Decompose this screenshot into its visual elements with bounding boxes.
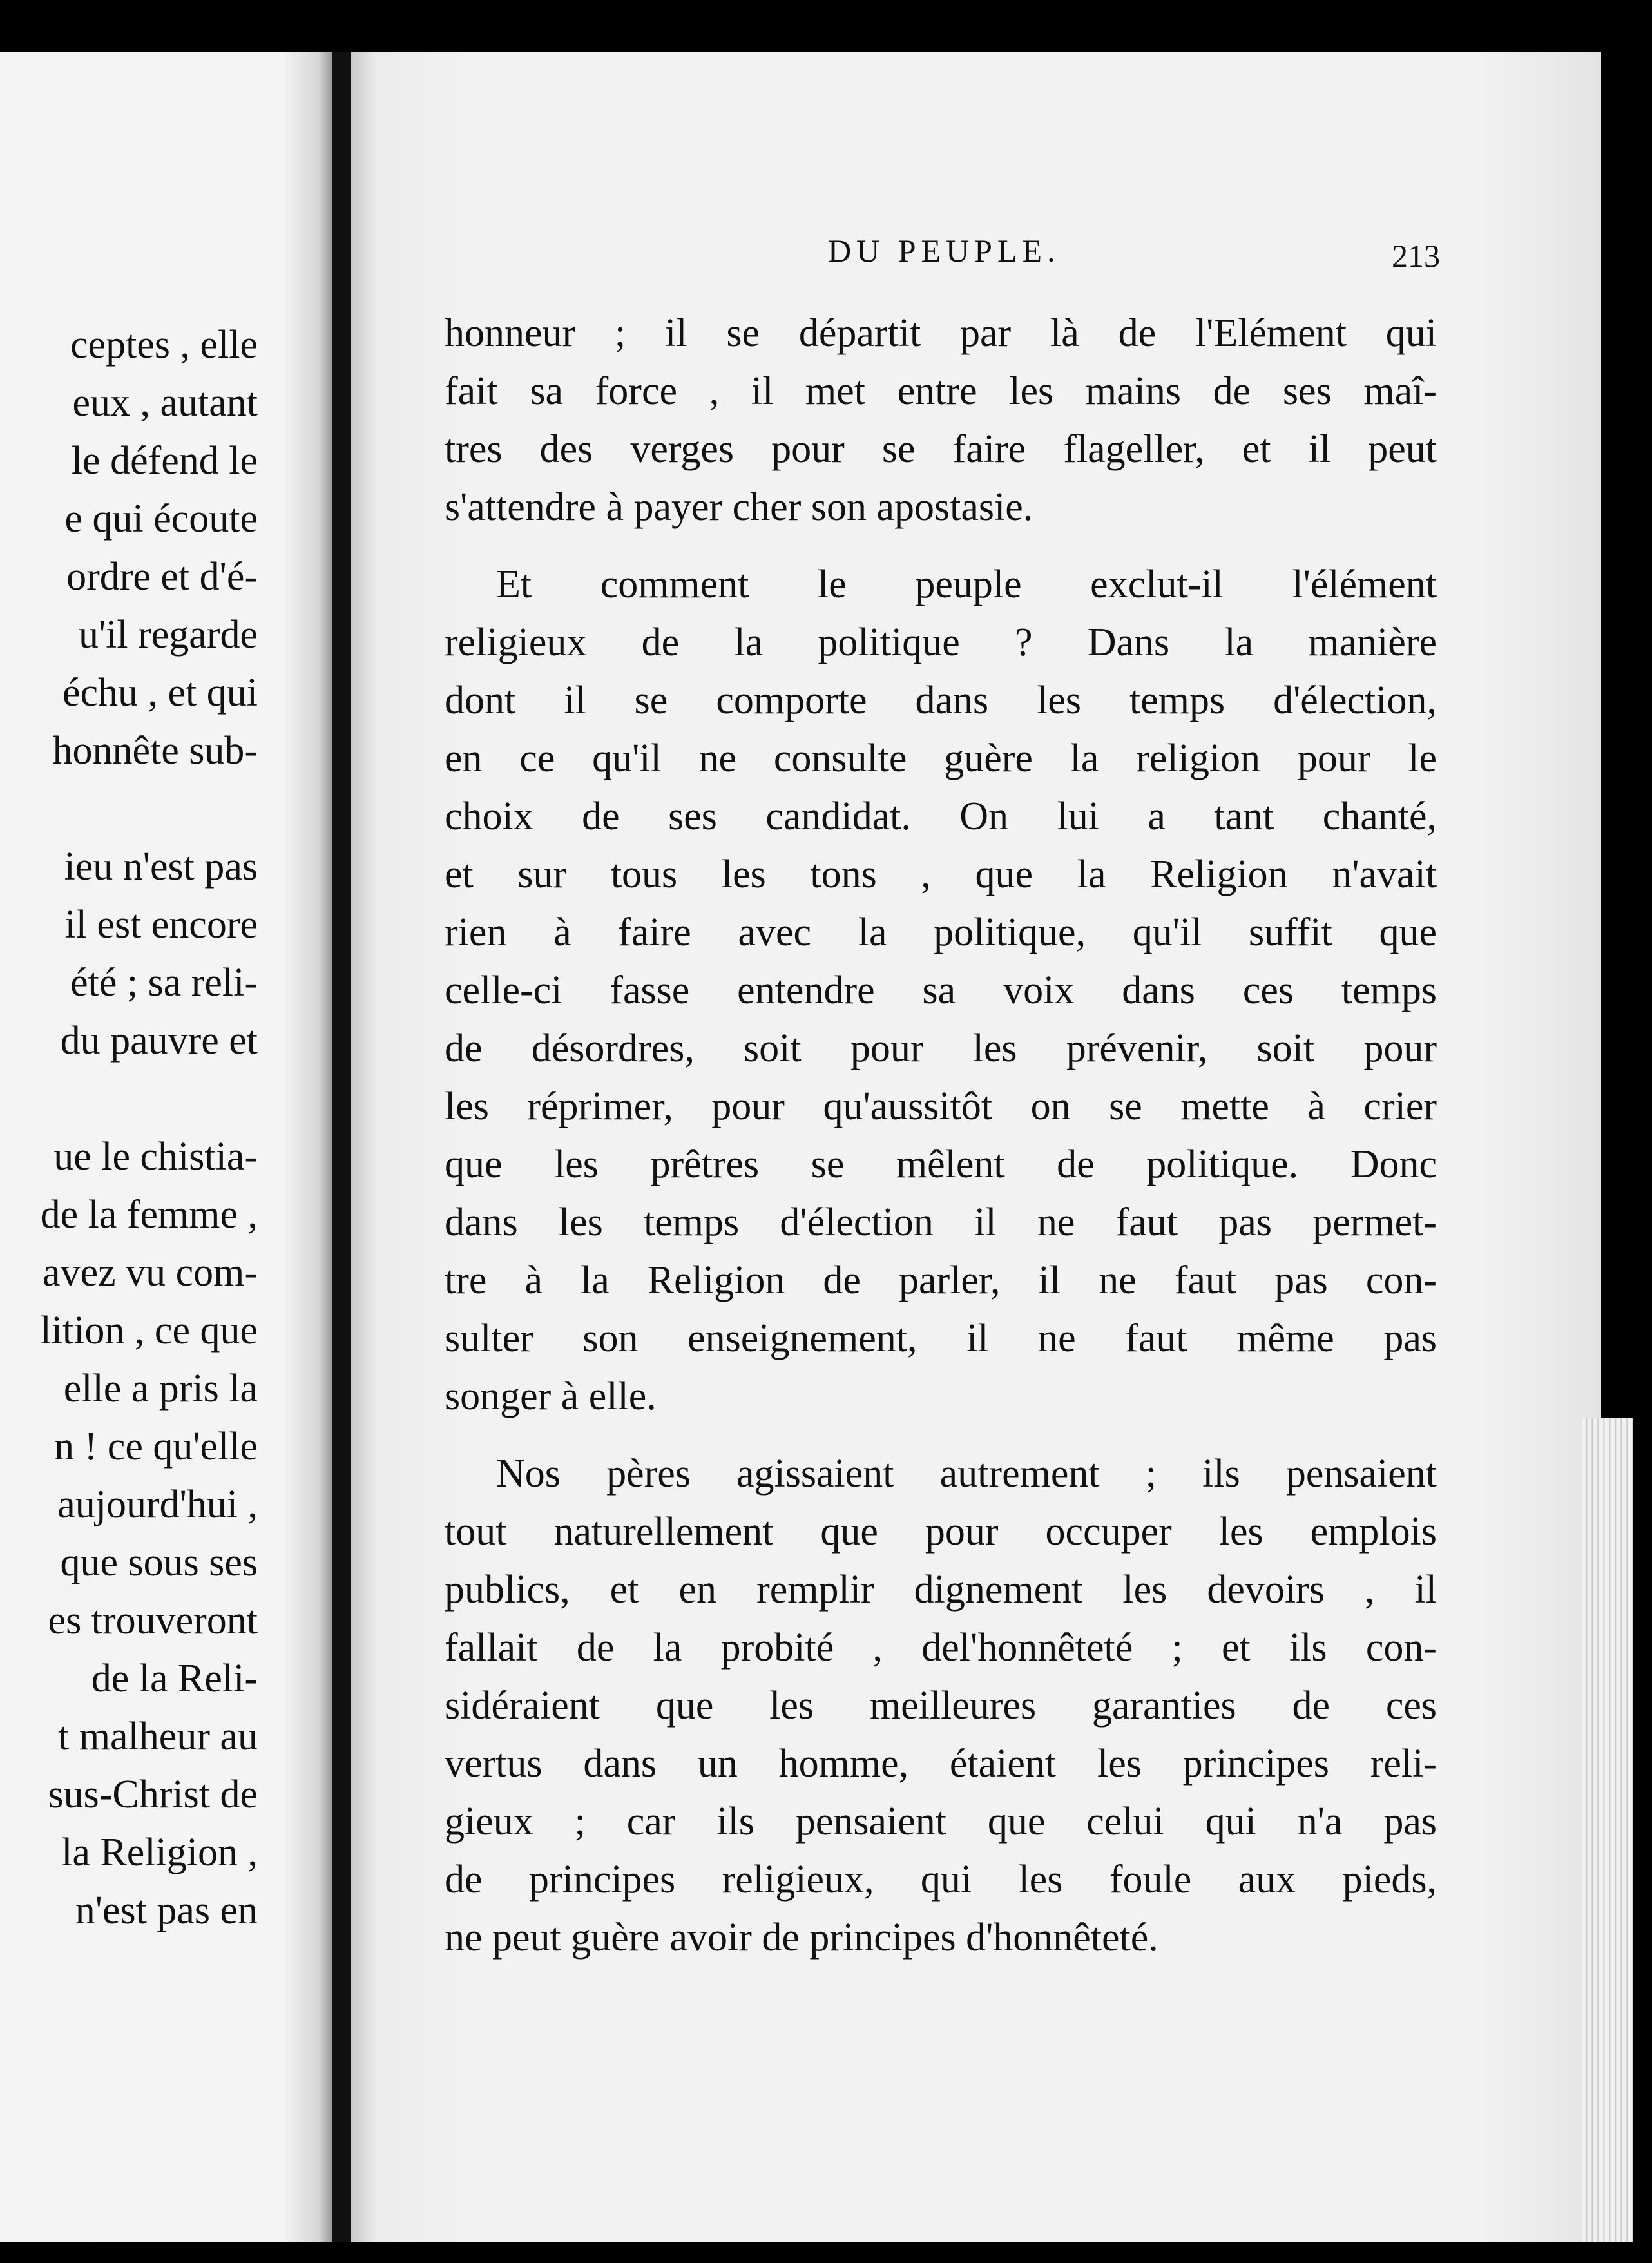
text-line: gieux ; car ils pensaient que celui qui n'a pas — [445, 1800, 1437, 1844]
text-line: dans les temps d'élection il ne faut pas permet- — [445, 1200, 1437, 1244]
text-line: les réprimer, pour qu'aussitôt on se mette à crier — [445, 1084, 1437, 1128]
book-gutter — [332, 52, 351, 2242]
left-line: aujourd'hui , — [57, 1483, 258, 1526]
text-line: celle-ci fasse entendre sa voix dans ces temps — [445, 968, 1437, 1012]
text-line: en ce qu'il ne consulte guère la religion pour le — [445, 737, 1437, 780]
left-line: du pauvre et — [60, 1019, 258, 1063]
text-line: honneur ; il se départit par là de l'Elément qui — [445, 311, 1437, 355]
text-line: fallait de la probité , del'honnêteté ; et ils con- — [445, 1626, 1437, 1670]
right-page-text — [445, 304, 1437, 1967]
text-line: sulter son enseignement, il ne faut même pas — [445, 1316, 1437, 1360]
text-line: choix de ses candidat. On lui a tant chanté, — [445, 794, 1437, 838]
text-line: fait sa force , il met entre les mains de ses maî- — [445, 369, 1437, 413]
page-number: 213 — [1392, 238, 1440, 274]
paragraph-gap — [445, 536, 1437, 555]
left-line: que sous ses — [60, 1541, 258, 1584]
text-line: rien à faire avec la politique, qu'il suffit que — [445, 910, 1437, 954]
left-line: le défend le — [71, 439, 258, 483]
text-line: Et comment le peuple exclut-il l'élément — [496, 563, 1437, 606]
paragraph-gap — [445, 1425, 1437, 1445]
text-line: que les prêtres se mêlent de politique. Donc — [445, 1142, 1437, 1186]
left-line: t malheur au — [58, 1715, 258, 1758]
text-line: s'attendre à payer cher son apostasie. — [445, 485, 1033, 529]
left-line: honnête sub- — [52, 729, 258, 773]
text-line: et sur tous les tons , que la Religion n'avait — [445, 852, 1437, 896]
text-line: de désordres, soit pour les prévenir, soit pour — [445, 1026, 1437, 1070]
left-line: avez vu com- — [43, 1251, 258, 1295]
text-line: Nos pères agissaient autrement ; ils pensaient — [496, 1452, 1437, 1496]
text-line: publics, et en remplir dignement les devoirs , il — [445, 1568, 1437, 1612]
left-line: n'est pas en — [75, 1889, 258, 1932]
left-line: e qui écoute — [64, 497, 258, 541]
left-line: été ; sa reli- — [70, 961, 258, 1005]
left-line: ordre et d'é- — [66, 555, 258, 599]
text-line: songer à elle. — [445, 1374, 657, 1418]
text-line: tres des verges pour se faire flageller, et il peut — [445, 427, 1437, 471]
left-page-text — [0, 316, 258, 1940]
paragraph — [445, 1445, 1437, 1967]
text-line: sidéraient que les meilleures garanties de ces — [445, 1684, 1437, 1728]
paragraph — [445, 555, 1437, 1425]
text-line: vertus dans un homme, étaient les principes reli- — [445, 1742, 1437, 1786]
paragraph — [445, 304, 1437, 536]
left-line: ceptes , elle — [70, 323, 258, 367]
left-line: sus-Christ de — [48, 1773, 258, 1816]
page-edges — [1582, 1418, 1633, 2242]
left-line: eux , autant — [72, 381, 258, 425]
text-line: dont il se comporte dans les temps d'élection, — [445, 679, 1437, 722]
left-line: n ! ce qu'elle — [54, 1425, 258, 1469]
left-line: elle a pris la — [63, 1367, 258, 1411]
left-line: il est encore — [64, 903, 258, 947]
text-line: tre à la Religion de parler, il ne faut pas con- — [445, 1258, 1437, 1302]
left-line: de la femme , — [40, 1193, 258, 1237]
left-line: la Religion , — [61, 1831, 258, 1874]
left-line: ieu n'est pas — [64, 845, 258, 889]
left-line: ue le chistia- — [53, 1135, 258, 1179]
text-line: tout naturellement que pour occuper les emplois — [445, 1510, 1437, 1554]
text-line: religieux de la politique ? Dans la manière — [445, 621, 1437, 664]
running-header: DU PEUPLE. — [828, 233, 1061, 269]
left-line: u'il regarde — [79, 613, 258, 657]
left-line: de la Reli- — [91, 1657, 258, 1700]
text-line: de principes religieux, qui les foule aux pieds, — [445, 1858, 1437, 1902]
left-line: échu , et qui — [62, 671, 258, 715]
left-line: lition , ce que — [40, 1309, 258, 1353]
left-line: es trouveront — [48, 1599, 258, 1642]
paragraph-gap — [0, 780, 258, 838]
text-line: ne peut guère avoir de principes d'honnêteté. — [445, 1916, 1158, 1960]
paragraph-gap — [0, 1070, 258, 1128]
